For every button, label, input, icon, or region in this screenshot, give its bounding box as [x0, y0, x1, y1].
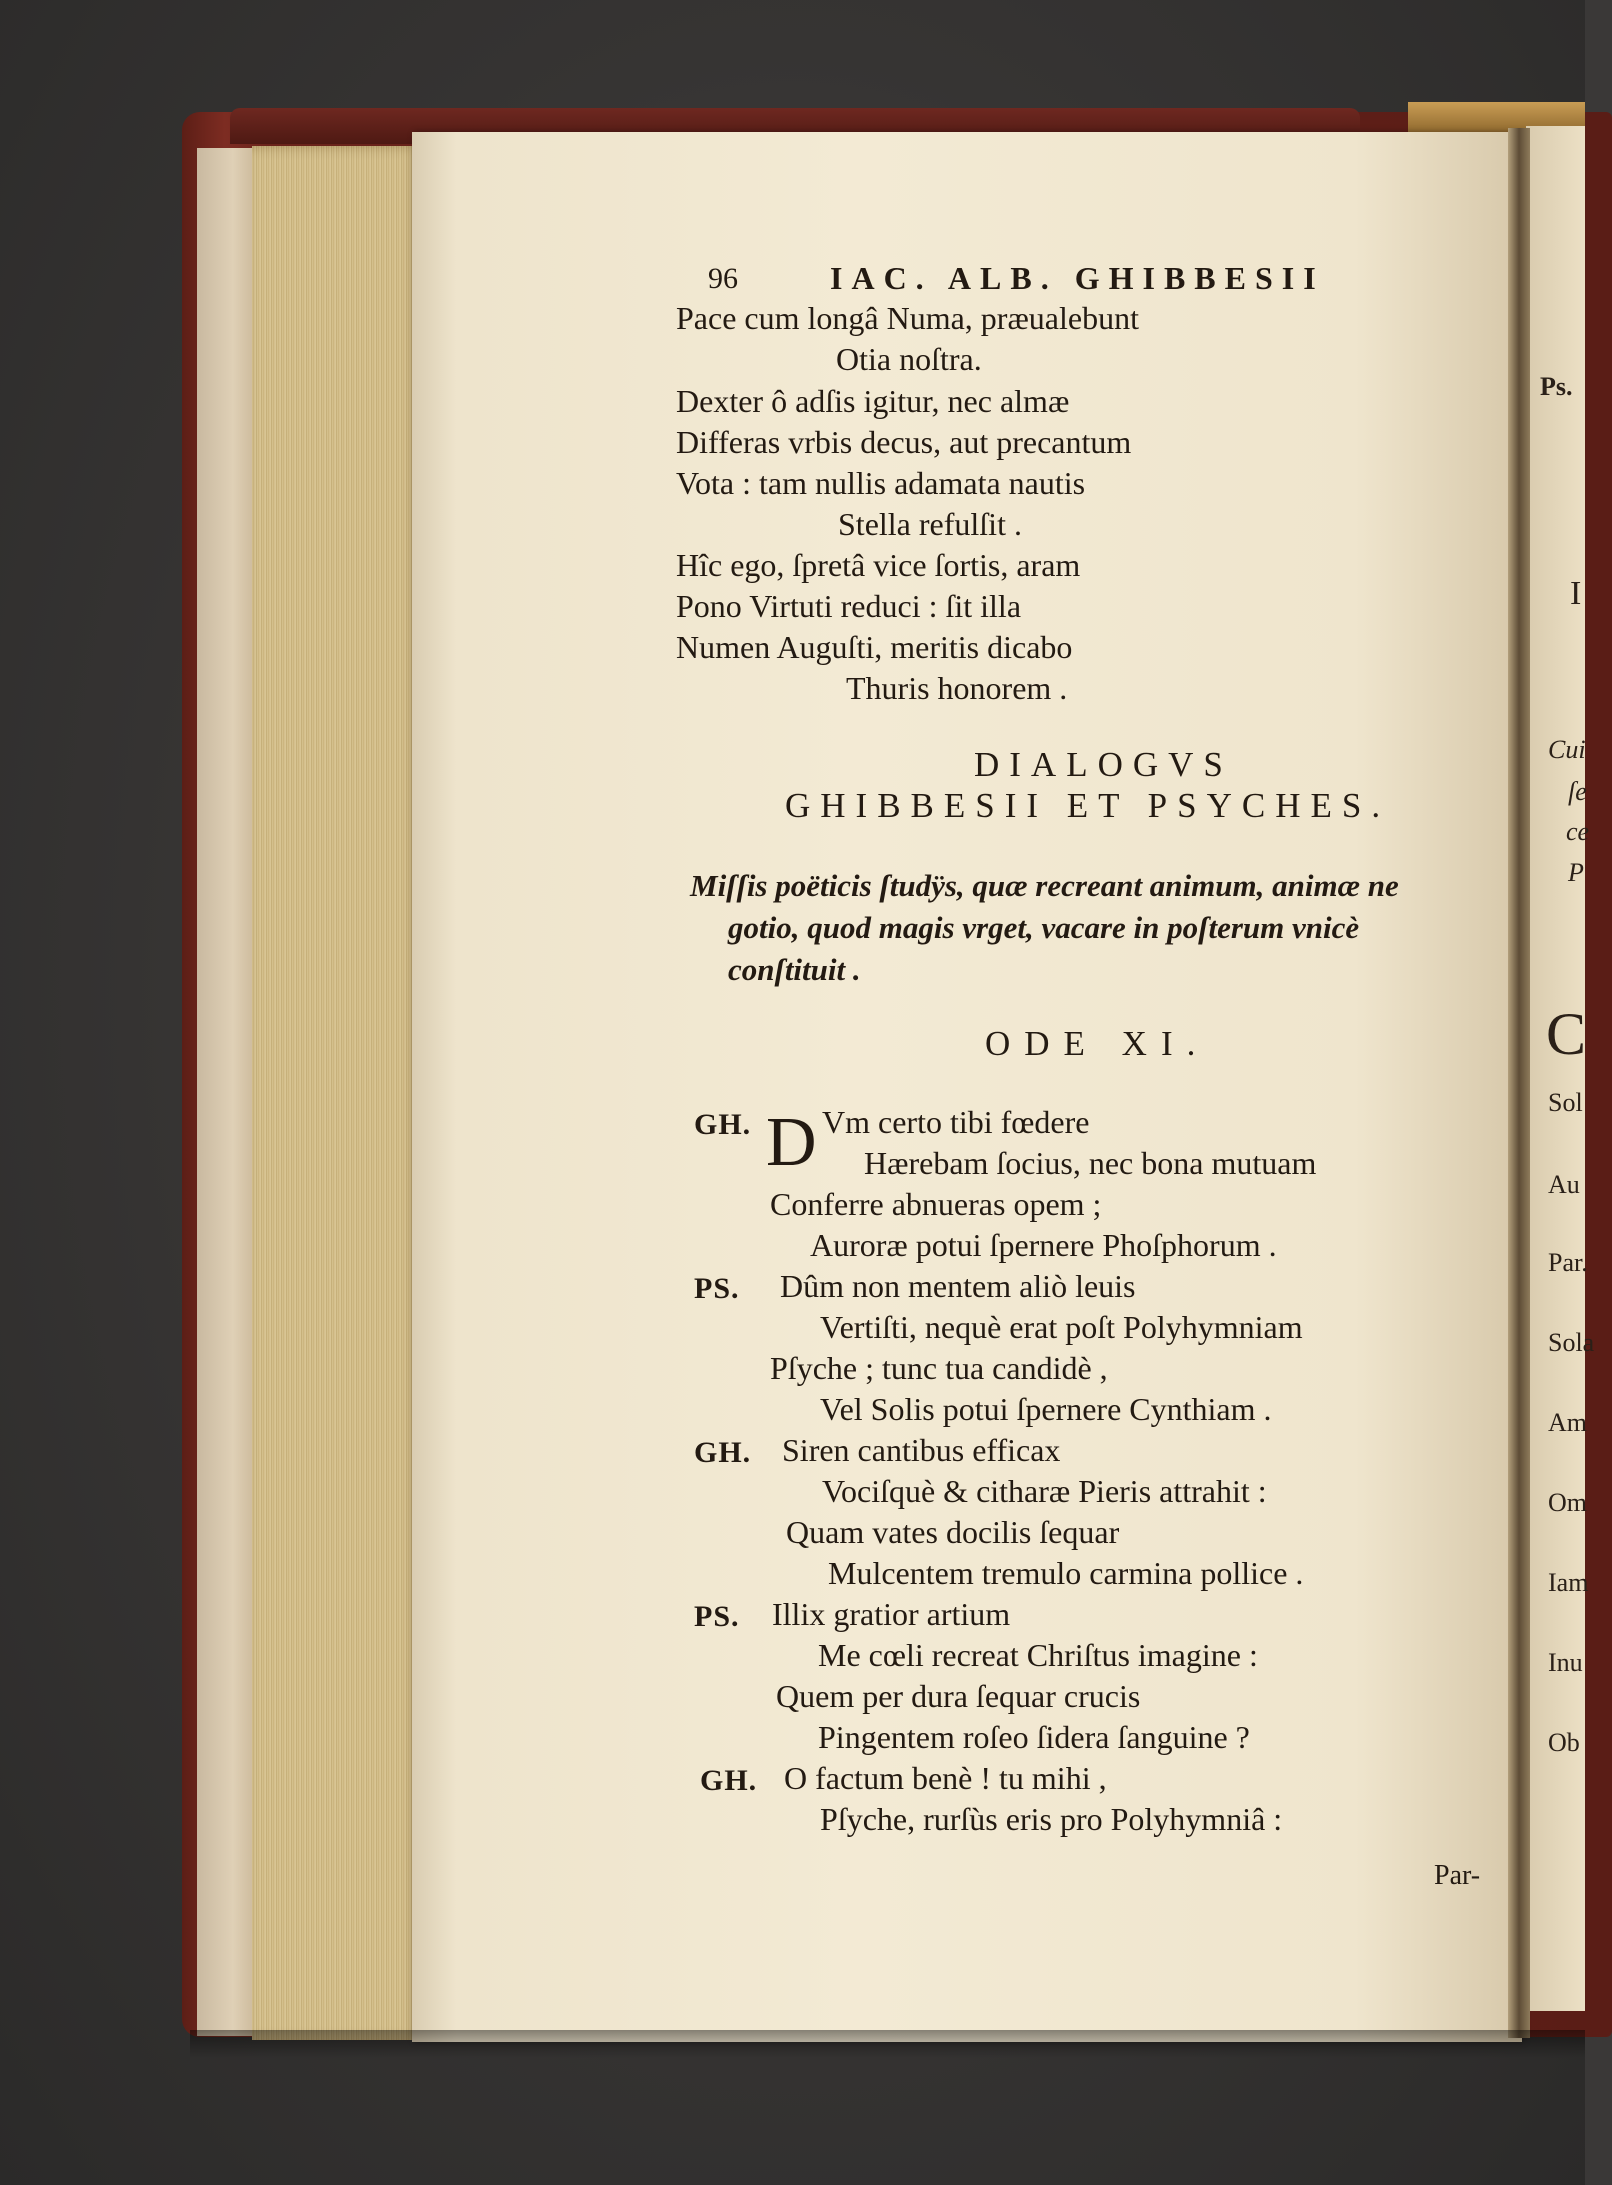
- ode-line: O factum benè ! tu mihi ,: [784, 1760, 1107, 1796]
- argument-line: gotio, quod magis vrget, vacare in poſterum vnicè: [728, 910, 1360, 945]
- facing-fragment: Am: [1548, 1408, 1587, 1437]
- verse-line: Differas vrbis decus, aut precantum: [676, 424, 1132, 460]
- facing-fragment: Par.: [1548, 1248, 1588, 1277]
- facing-fragment: C: [1546, 1001, 1587, 1067]
- facing-fragment: I: [1570, 575, 1582, 612]
- ode-line: Conferre abnueras opem ;: [770, 1186, 1102, 1222]
- ode-title: ODE XI.: [985, 1024, 1210, 1063]
- facing-fragment: Ob: [1548, 1728, 1580, 1757]
- speaker-label: PS.: [694, 1272, 740, 1305]
- verse-line: Otia noſtra.: [836, 341, 982, 377]
- speaker-label: GH.: [700, 1764, 758, 1797]
- verse-line: Dexter ô adſis igitur, nec almæ: [676, 383, 1070, 419]
- running-title: IAC. ALB. GHIBBESII: [830, 260, 1325, 296]
- drop-cap: D: [766, 1104, 817, 1181]
- facing-fragment: Iam: [1548, 1568, 1589, 1597]
- verse-line: Thuris honorem .: [846, 670, 1068, 706]
- ode-line: Quam vates docilis ſequar: [786, 1514, 1120, 1550]
- endpaper: [197, 148, 257, 2036]
- ode-line: Pſyche ; tunc tua candidè ,: [770, 1350, 1108, 1386]
- argument-line: conſtituit .: [728, 952, 861, 987]
- page-number: 96: [708, 262, 738, 295]
- facing-fragment: Sola: [1548, 1328, 1595, 1357]
- ode-line: Vm certo tibi fœdere: [822, 1104, 1090, 1140]
- catchword: Par-: [1434, 1860, 1481, 1891]
- ode-line: Vertiſti, nequè erat poſt Polyhymniam: [820, 1309, 1303, 1345]
- verse-line: Pace cum longâ Numa, præualebunt: [676, 300, 1139, 336]
- ode-line: Vociſquè & citharæ Pieris attrahit :: [822, 1473, 1267, 1509]
- ode-line: Illix gratior artium: [772, 1596, 1011, 1632]
- facing-fragment: Cui: [1548, 735, 1586, 764]
- dialogue-subtitle: GHIBBESII ET PSYCHES.: [785, 786, 1391, 825]
- ode-line: Mulcentem tremulo carmina pollice .: [828, 1555, 1304, 1591]
- verse-line: Pono Virtuti reduci : ſit illa: [676, 588, 1022, 624]
- speaker-label: GH.: [694, 1108, 752, 1141]
- verse-line: Hîc ego, ſpretâ vice ſortis, aram: [676, 547, 1081, 583]
- facing-fragment: ce: [1566, 817, 1590, 846]
- speaker-label: PS.: [694, 1600, 740, 1633]
- facing-fragment: Inu: [1548, 1648, 1583, 1677]
- ode-line: Dûm non mentem aliò leuis: [780, 1268, 1136, 1304]
- gutter: [1508, 128, 1530, 2038]
- ode-line: Auroræ potui ſpernere Phoſphorum .: [810, 1227, 1277, 1263]
- facing-fragment: Om: [1548, 1488, 1587, 1517]
- facing-fragment: Ps.: [1540, 372, 1573, 401]
- facing-fragment: Au: [1548, 1170, 1580, 1199]
- ode-line: Hærebam ſocius, nec bona mutuam: [864, 1145, 1317, 1181]
- ode-line: Vel Solis potui ſpernere Cynthiam .: [820, 1391, 1272, 1427]
- verse-line: Stella refulſit .: [838, 506, 1022, 542]
- ode-line: Pingentem roſeo ſidera ſanguine ?: [818, 1719, 1250, 1755]
- ode-line: Quem per dura ſequar crucis: [776, 1678, 1141, 1714]
- argument-line: Miſſis poëticis ſtudÿs, quæ recreant animum, animæ ne: [690, 868, 1399, 903]
- ode-line: Siren cantibus efficax: [782, 1432, 1061, 1468]
- ode-line: Pſyche, rurſùs eris pro Polyhymniâ :: [820, 1801, 1283, 1837]
- verse-line: Vota : tam nullis adamata nautis: [676, 465, 1086, 501]
- ode-line: Me cœli recreat Chriſtus imagine :: [818, 1637, 1258, 1673]
- verse-line: Numen Auguſti, meritis dicabo: [676, 629, 1073, 665]
- page-edges: [252, 146, 422, 2040]
- dialogue-title: DIALOGVS: [974, 745, 1233, 784]
- bottom-shadow: [190, 2030, 1585, 2058]
- facing-fragment: ſe: [1568, 777, 1587, 806]
- speaker-label: GH.: [694, 1436, 752, 1469]
- facing-fragment: P: [1568, 858, 1584, 887]
- facing-fragment: Sol: [1548, 1088, 1583, 1117]
